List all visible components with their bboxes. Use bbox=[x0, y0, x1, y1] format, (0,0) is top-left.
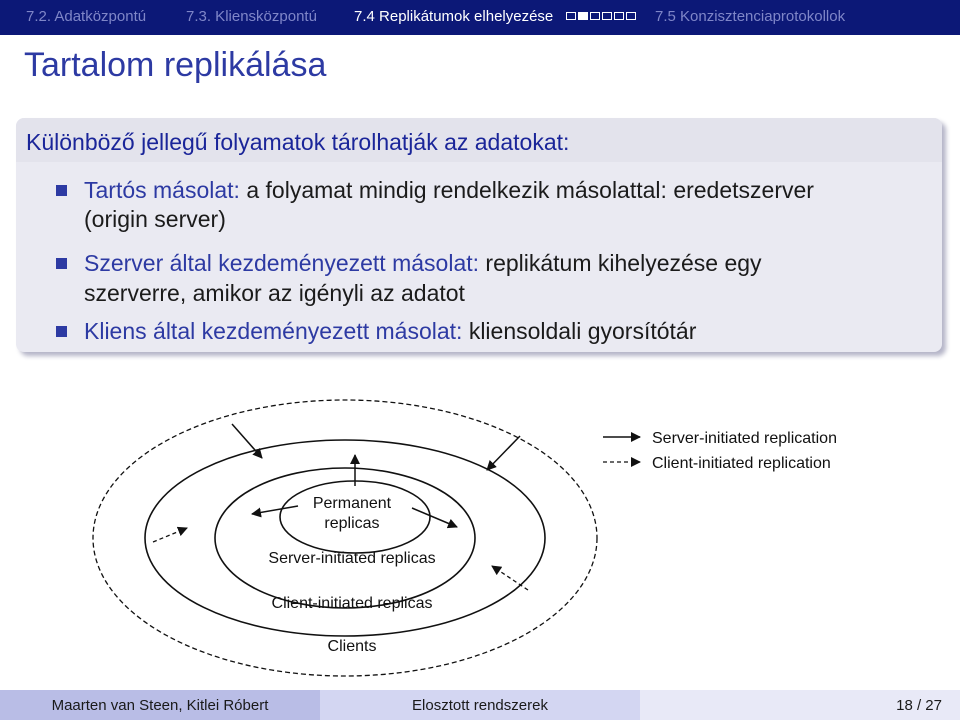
footer-authors: Maarten van Steen, Kitlei Róbert bbox=[0, 690, 320, 720]
footer bbox=[0, 690, 960, 720]
label-permanent: Permanent bbox=[312, 495, 392, 512]
legend-dashed-label: Client-initiated replication bbox=[652, 455, 831, 472]
block-title: Különböző jellegű folyamatok tárolhatják az adatokat: bbox=[26, 129, 570, 155]
label-client-initiated-replicas: Client-initiated replicas bbox=[271, 595, 433, 612]
server-initiated-ring bbox=[215, 468, 475, 608]
bullet-1-label: Tartós másolat: bbox=[84, 177, 240, 203]
arrow-down-right bbox=[412, 508, 457, 527]
bullet-1-line-2: (origin server) bbox=[84, 206, 226, 232]
bullet-2-line-2: szerverre, amikor az igényli az adatot bbox=[84, 280, 465, 306]
nav-item-replikatumok[interactable]: 7.4 Replikátumok elhelyezése bbox=[354, 8, 554, 25]
footer-right bbox=[640, 690, 960, 720]
footer-course: Elosztott rendszerek bbox=[320, 690, 640, 720]
footer-page-number: 18 / 27 bbox=[896, 697, 942, 714]
clients-ring bbox=[93, 400, 597, 676]
bullet-1-text: a folyamat mindig rendelkezik másolattal: eredetszerver bbox=[246, 177, 814, 203]
dashed-arrow-left bbox=[153, 528, 187, 542]
bullet-3-label: Kliens által kezdeményezett másolat: bbox=[84, 318, 463, 344]
legend-solid-label: Server-initiated replication bbox=[652, 430, 837, 447]
arrow-left bbox=[252, 506, 298, 514]
arrow-top-right bbox=[487, 436, 520, 470]
bullet-2-text: replikátum kihelyezése egy bbox=[485, 250, 762, 276]
bullet-2-label: Szerver által kezdeményezett másolat: bbox=[84, 250, 480, 276]
label-server-initiated-replicas: Server-initiated replicas bbox=[268, 550, 436, 567]
slide-title: Tartalom replikálása bbox=[24, 46, 327, 84]
label-clients: Clients bbox=[327, 638, 377, 655]
nav-item-kliensk[interactable]: 7.3. Kliensközpontú bbox=[186, 8, 317, 25]
label-replicas: replicas bbox=[324, 515, 380, 532]
bullet-3-text: kliensoldali gyorsítótár bbox=[468, 318, 697, 344]
nav-item-konzisztencia[interactable]: 7.5 Konzisztenciaprotokollok bbox=[655, 8, 846, 25]
dashed-arrow-right bbox=[492, 566, 528, 590]
nav-item-adatkozpontu[interactable]: 7.2. Adatközpontú bbox=[26, 8, 147, 25]
